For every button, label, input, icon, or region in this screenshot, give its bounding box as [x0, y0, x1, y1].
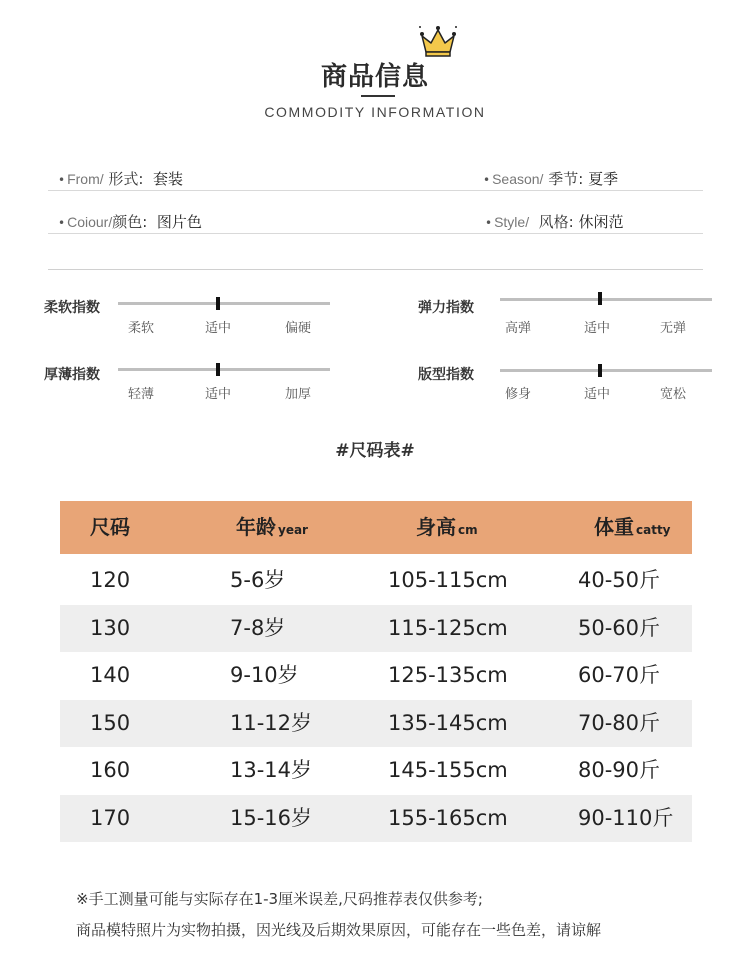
column-header: 身高 cm [416, 515, 478, 539]
elasticity-label: 弹力指数 [418, 300, 474, 316]
table-cell: 15-16岁 [230, 805, 313, 830]
table-row [60, 700, 692, 747]
table-cell: 9-10岁 [230, 663, 299, 687]
table-cell: 160 [90, 758, 131, 782]
elasticity-track [500, 298, 712, 301]
thickness-option: 轻薄 [128, 387, 155, 402]
fit-label: 版型指数 [418, 367, 474, 383]
table-cell: 140 [90, 663, 131, 687]
table-row [60, 557, 692, 604]
info-style: • Style/ 风格: 休闲范 [485, 213, 624, 231]
size-table-header [60, 501, 692, 554]
softness-option: 偏硬 [285, 321, 312, 336]
table-row [60, 795, 692, 842]
thickness-option: 适中 [205, 387, 232, 402]
table-row [60, 652, 692, 699]
table-cell: 50-60斤 [578, 615, 661, 640]
table-cell: 120 [90, 568, 131, 592]
table-cell: 135-145cm [388, 710, 508, 735]
fit-option: 适中 [584, 387, 611, 402]
table-cell: 90-110斤 [578, 805, 674, 830]
thickness-track [118, 368, 330, 371]
thickness-marker [216, 363, 220, 376]
section-divider [48, 269, 703, 270]
page-subtitle: COMMODITY INFORMATION [264, 104, 486, 120]
column-header: 体重 catty [594, 515, 671, 539]
elasticity-marker [598, 292, 602, 305]
info-divider [48, 233, 703, 234]
thickness-label: 厚薄指数 [44, 367, 100, 383]
table-cell: 130 [90, 615, 131, 640]
table-cell: 115-125cm [388, 615, 508, 640]
thickness-option: 加厚 [285, 387, 312, 402]
table-cell: 60-70斤 [578, 663, 661, 687]
fit-track [500, 369, 712, 372]
softness-option: 柔软 [128, 321, 155, 336]
fit-option: 宽松 [660, 387, 687, 402]
softness-marker [216, 297, 220, 310]
table-cell: 145-155cm [388, 758, 508, 782]
table-cell: 5-6岁 [230, 568, 286, 592]
softness-option: 适中 [205, 321, 232, 336]
disclaimer-line: 商品模特照片为实物拍摄，因光线及后期效果原因，可能存在一些色差，请谅解 [76, 921, 602, 939]
table-cell: 125-135cm [388, 663, 508, 687]
column-header: 年龄 year [236, 515, 308, 539]
table-cell: 150 [90, 710, 131, 735]
size-table-title: #尺码表# [335, 441, 415, 461]
elasticity-option: 适中 [584, 321, 611, 336]
disclaimer-line: ※手工测量可能与实际存在1-3厘米误差,尺码推荐表仅供参考; [76, 890, 483, 908]
info-colour: • Coiour/颜色: 图片色 [58, 213, 202, 231]
fit-marker [598, 364, 602, 377]
table-cell: 80-90斤 [578, 758, 661, 782]
table-row [60, 747, 692, 794]
softness-label: 柔软指数 [44, 300, 100, 316]
table-cell: 13-14岁 [230, 758, 313, 782]
info-form: • From/ 形式: 套装 [58, 170, 184, 188]
table-cell: 70-80斤 [578, 710, 661, 735]
info-season: • Season/ 季节: 夏季 [483, 170, 619, 188]
table-cell: 105-115cm [388, 568, 508, 592]
softness-track [118, 302, 330, 305]
elasticity-option: 无弹 [660, 321, 687, 336]
fit-option: 修身 [505, 387, 532, 402]
info-divider [48, 190, 703, 191]
table-row [60, 605, 692, 652]
column-header: 尺码 [90, 515, 130, 539]
table-cell: 40-50斤 [578, 568, 661, 592]
page-title: 商品信息 [320, 62, 429, 92]
table-cell: 11-12岁 [230, 710, 313, 735]
crown-icon [418, 24, 458, 58]
title-divider [361, 95, 395, 97]
table-cell: 170 [90, 805, 131, 830]
table-cell: 7-8岁 [230, 615, 286, 640]
elasticity-option: 高弹 [505, 321, 532, 336]
table-cell: 155-165cm [388, 805, 508, 830]
